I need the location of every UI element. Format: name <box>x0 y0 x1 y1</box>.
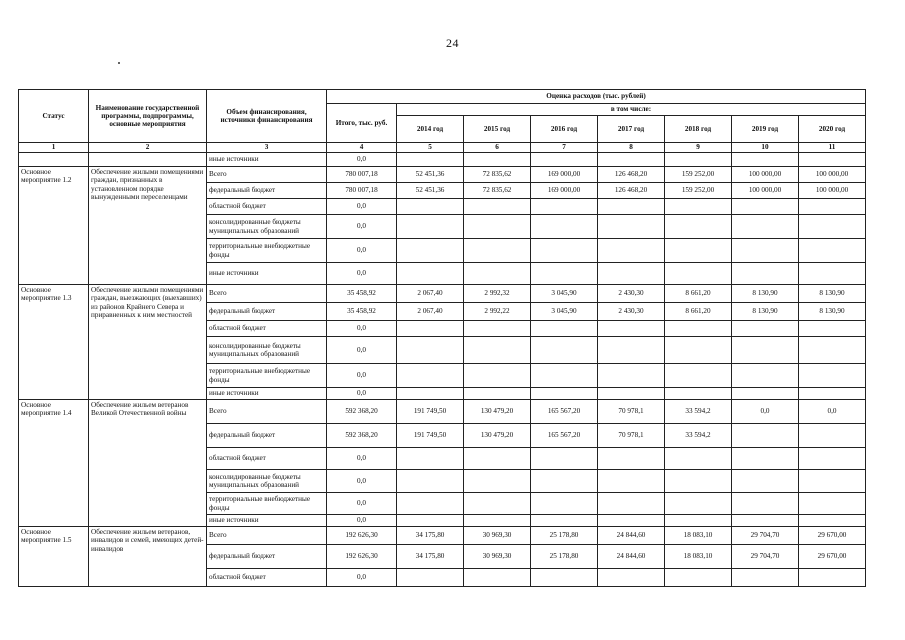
total-cell: 0,0 <box>327 388 397 400</box>
year-value-cell <box>665 569 732 587</box>
year-value-cell <box>732 470 799 493</box>
name-cell <box>89 153 207 167</box>
year-value-cell <box>598 215 665 239</box>
year-value-cell <box>397 215 464 239</box>
year-value-cell <box>799 364 866 388</box>
year-value-cell <box>397 199 464 215</box>
header-including: в том числе: <box>397 104 866 116</box>
column-index: 2 <box>89 143 207 153</box>
year-value-cell <box>397 263 464 285</box>
year-value-cell: 191 749,50 <box>397 424 464 448</box>
total-cell: 35 458,92 <box>327 285 397 303</box>
year-value-cell <box>464 515 531 527</box>
year-value-cell: 0,0 <box>732 400 799 424</box>
total-cell: 780 007,18 <box>327 167 397 183</box>
year-value-cell: 8 661,20 <box>665 285 732 303</box>
source-cell: федеральный бюджет <box>207 303 327 321</box>
year-value-cell <box>531 493 598 515</box>
year-value-cell <box>397 470 464 493</box>
year-value-cell <box>464 321 531 337</box>
year-value-cell: 72 835,62 <box>464 183 531 199</box>
year-value-cell <box>598 388 665 400</box>
year-value-cell: 165 567,20 <box>531 424 598 448</box>
source-cell: иные источники <box>207 515 327 527</box>
year-value-cell <box>732 321 799 337</box>
year-value-cell: 100 000,00 <box>732 183 799 199</box>
year-value-cell: 52 451,36 <box>397 167 464 183</box>
header-total: Итого, тыс. руб. <box>327 104 397 143</box>
total-cell: 192 626,30 <box>327 545 397 569</box>
year-value-cell: 34 175,80 <box>397 545 464 569</box>
source-cell: иные источники <box>207 388 327 400</box>
header-source: Объем финансирования, источники финансирования <box>207 90 327 143</box>
year-value-cell <box>665 470 732 493</box>
year-value-cell: 165 567,20 <box>531 400 598 424</box>
year-value-cell <box>464 388 531 400</box>
year-value-cell: 169 000,00 <box>531 167 598 183</box>
source-cell: иные источники <box>207 153 327 167</box>
header-year: 2015 год <box>464 116 531 143</box>
year-value-cell <box>598 199 665 215</box>
year-value-cell <box>531 263 598 285</box>
year-value-cell <box>665 388 732 400</box>
name-cell: Обеспечение жильем ветеранов Великой Отечественной войны <box>89 400 207 527</box>
year-value-cell <box>397 239 464 263</box>
table-row <box>19 167 866 183</box>
source-cell: иные источники <box>207 263 327 285</box>
total-cell: 780 007,18 <box>327 183 397 199</box>
year-value-cell <box>397 493 464 515</box>
column-index: 4 <box>327 143 397 153</box>
column-index: 9 <box>665 143 732 153</box>
source-cell: областной бюджет <box>207 321 327 337</box>
year-value-cell <box>665 199 732 215</box>
total-cell: 0,0 <box>327 199 397 215</box>
year-value-cell <box>464 448 531 470</box>
year-value-cell <box>531 388 598 400</box>
year-value-cell <box>665 321 732 337</box>
year-value-cell <box>665 493 732 515</box>
year-value-cell: 159 252,00 <box>665 167 732 183</box>
year-value-cell <box>397 569 464 587</box>
year-value-cell <box>732 515 799 527</box>
year-value-cell <box>397 337 464 364</box>
year-value-cell <box>732 364 799 388</box>
total-cell: 0,0 <box>327 470 397 493</box>
year-value-cell <box>598 493 665 515</box>
year-value-cell <box>464 364 531 388</box>
year-value-cell <box>464 493 531 515</box>
source-cell: территориальные внебюджетные фонды <box>207 364 327 388</box>
year-value-cell <box>665 337 732 364</box>
year-value-cell <box>732 493 799 515</box>
header-year: 2020 год <box>799 116 866 143</box>
year-value-cell: 29 704,70 <box>732 545 799 569</box>
year-value-cell: 24 844,60 <box>598 545 665 569</box>
year-value-cell: 130 479,20 <box>464 424 531 448</box>
source-cell: Всего <box>207 285 327 303</box>
year-value-cell <box>665 364 732 388</box>
total-cell: 592 368,20 <box>327 400 397 424</box>
year-value-cell: 8 130,90 <box>799 285 866 303</box>
status-cell <box>19 153 89 167</box>
header-status: Статус <box>19 90 89 143</box>
year-value-cell <box>464 569 531 587</box>
year-value-cell: 25 178,80 <box>531 527 598 545</box>
scan-speck <box>118 62 120 64</box>
year-value-cell <box>531 448 598 470</box>
year-value-cell <box>799 424 866 448</box>
year-value-cell <box>665 263 732 285</box>
year-value-cell <box>531 364 598 388</box>
year-value-cell: 8 661,20 <box>665 303 732 321</box>
header-year: 2019 год <box>732 116 799 143</box>
year-value-cell: 34 175,80 <box>397 527 464 545</box>
header-year: 2018 год <box>665 116 732 143</box>
total-cell: 0,0 <box>327 337 397 364</box>
year-value-cell <box>665 515 732 527</box>
year-value-cell: 126 468,20 <box>598 183 665 199</box>
year-value-cell: 72 835,62 <box>464 167 531 183</box>
year-value-cell: 2 430,30 <box>598 285 665 303</box>
year-value-cell <box>732 215 799 239</box>
total-cell: 0,0 <box>327 215 397 239</box>
column-index: 3 <box>207 143 327 153</box>
year-value-cell <box>397 515 464 527</box>
header-year: 2017 год <box>598 116 665 143</box>
year-value-cell: 191 749,50 <box>397 400 464 424</box>
year-value-cell <box>799 515 866 527</box>
year-value-cell <box>598 364 665 388</box>
year-value-cell: 70 978,1 <box>598 400 665 424</box>
year-value-cell: 24 844,60 <box>598 527 665 545</box>
name-cell: Обеспечение жилыми помещениями граждан, признанных в установленном порядке вынужденными переселенцами <box>89 167 207 285</box>
year-value-cell: 2 992,32 <box>464 285 531 303</box>
name-cell: Обеспечение жильем ветеранов, инвалидов и семей, имеющих детей-инвалидов <box>89 527 207 587</box>
source-cell: Всего <box>207 167 327 183</box>
year-value-cell <box>464 470 531 493</box>
year-value-cell: 100 000,00 <box>799 183 866 199</box>
source-cell: консолидированные бюджеты муниципальных образований <box>207 215 327 239</box>
year-value-cell <box>799 199 866 215</box>
year-value-cell <box>464 263 531 285</box>
source-cell: консолидированные бюджеты муниципальных образований <box>207 470 327 493</box>
year-value-cell: 29 670,00 <box>799 545 866 569</box>
year-value-cell <box>799 153 866 167</box>
total-cell: 0,0 <box>327 364 397 388</box>
source-cell: консолидированные бюджеты муниципальных образований <box>207 337 327 364</box>
year-value-cell <box>732 263 799 285</box>
year-value-cell <box>598 153 665 167</box>
year-value-cell <box>598 263 665 285</box>
year-value-cell: 2 992,22 <box>464 303 531 321</box>
year-value-cell <box>665 448 732 470</box>
status-cell: Основное мероприятие 1.5 <box>19 527 89 587</box>
year-value-cell: 30 969,30 <box>464 527 531 545</box>
year-value-cell <box>598 337 665 364</box>
year-value-cell <box>598 448 665 470</box>
column-index: 7 <box>531 143 598 153</box>
header-estimate: Оценка расходов (тыс. рублей) <box>327 90 866 104</box>
source-cell: территориальные внебюджетные фонды <box>207 239 327 263</box>
year-value-cell <box>598 569 665 587</box>
year-value-cell: 25 178,80 <box>531 545 598 569</box>
year-value-cell <box>598 515 665 527</box>
year-value-cell <box>464 215 531 239</box>
year-value-cell <box>397 388 464 400</box>
source-cell: Всего <box>207 400 327 424</box>
year-value-cell <box>598 239 665 263</box>
expenditure-table <box>18 89 866 587</box>
year-value-cell <box>799 239 866 263</box>
source-cell: областной бюджет <box>207 448 327 470</box>
year-value-cell <box>464 153 531 167</box>
source-cell: федеральный бюджет <box>207 545 327 569</box>
year-value-cell: 159 252,00 <box>665 183 732 199</box>
total-cell: 0,0 <box>327 515 397 527</box>
year-value-cell <box>397 153 464 167</box>
total-cell: 192 626,30 <box>327 527 397 545</box>
year-value-cell: 2 067,40 <box>397 285 464 303</box>
year-value-cell <box>732 153 799 167</box>
total-cell: 0,0 <box>327 239 397 263</box>
year-value-cell: 3 045,90 <box>531 303 598 321</box>
year-value-cell: 29 670,00 <box>799 527 866 545</box>
table-row <box>19 285 866 303</box>
column-index: 6 <box>464 143 531 153</box>
page-number: 24 <box>446 36 459 50</box>
header-year: 2016 год <box>531 116 598 143</box>
year-value-cell <box>531 199 598 215</box>
year-value-cell <box>732 448 799 470</box>
status-cell: Основное мероприятие 1.2 <box>19 167 89 285</box>
table-row <box>19 400 866 424</box>
source-cell: областной бюджет <box>207 569 327 587</box>
year-value-cell <box>665 215 732 239</box>
source-cell: федеральный бюджет <box>207 424 327 448</box>
column-index: 5 <box>397 143 464 153</box>
column-index-row <box>19 143 866 153</box>
year-value-cell: 18 083,10 <box>665 527 732 545</box>
column-index: 8 <box>598 143 665 153</box>
year-value-cell <box>799 215 866 239</box>
year-value-cell <box>531 239 598 263</box>
year-value-cell <box>598 470 665 493</box>
total-cell: 0,0 <box>327 153 397 167</box>
year-value-cell <box>665 153 732 167</box>
year-value-cell <box>464 239 531 263</box>
total-cell: 0,0 <box>327 448 397 470</box>
year-value-cell <box>397 448 464 470</box>
year-value-cell <box>732 199 799 215</box>
year-value-cell <box>531 569 598 587</box>
year-value-cell: 126 468,20 <box>598 167 665 183</box>
year-value-cell: 2 430,30 <box>598 303 665 321</box>
year-value-cell: 169 000,00 <box>531 183 598 199</box>
year-value-cell <box>732 337 799 364</box>
total-cell: 0,0 <box>327 569 397 587</box>
source-cell: Всего <box>207 527 327 545</box>
year-value-cell: 3 045,90 <box>531 285 598 303</box>
year-value-cell: 0,0 <box>799 400 866 424</box>
year-value-cell: 33 594,2 <box>665 400 732 424</box>
year-value-cell: 18 083,10 <box>665 545 732 569</box>
year-value-cell: 100 000,00 <box>732 167 799 183</box>
year-value-cell <box>665 239 732 263</box>
year-value-cell <box>799 388 866 400</box>
year-value-cell <box>397 321 464 337</box>
year-value-cell <box>531 470 598 493</box>
column-index: 11 <box>799 143 866 153</box>
year-value-cell: 33 594,2 <box>665 424 732 448</box>
year-value-cell <box>531 515 598 527</box>
year-value-cell: 130 479,20 <box>464 400 531 424</box>
year-value-cell <box>799 263 866 285</box>
year-value-cell: 2 067,40 <box>397 303 464 321</box>
year-value-cell <box>464 199 531 215</box>
year-value-cell <box>732 569 799 587</box>
year-value-cell <box>531 153 598 167</box>
source-cell: областной бюджет <box>207 199 327 215</box>
header-name: Наименование государственной программы, подпрограммы, основные мероприятия <box>89 90 207 143</box>
status-cell: Основное мероприятие 1.3 <box>19 285 89 400</box>
year-value-cell <box>799 493 866 515</box>
status-cell: Основное мероприятие 1.4 <box>19 400 89 527</box>
year-value-cell <box>799 337 866 364</box>
year-value-cell: 8 130,90 <box>732 285 799 303</box>
total-cell: 0,0 <box>327 493 397 515</box>
year-value-cell: 29 704,70 <box>732 527 799 545</box>
year-value-cell <box>531 321 598 337</box>
column-index: 1 <box>19 143 89 153</box>
year-value-cell <box>799 569 866 587</box>
total-cell: 0,0 <box>327 263 397 285</box>
total-cell: 0,0 <box>327 321 397 337</box>
year-value-cell <box>799 321 866 337</box>
source-cell: территориальные внебюджетные фонды <box>207 493 327 515</box>
year-value-cell <box>732 239 799 263</box>
total-cell: 35 458,92 <box>327 303 397 321</box>
year-value-cell <box>598 321 665 337</box>
year-value-cell <box>799 470 866 493</box>
header-year: 2014 год <box>397 116 464 143</box>
source-cell: федеральный бюджет <box>207 183 327 199</box>
year-value-cell: 30 969,30 <box>464 545 531 569</box>
year-value-cell <box>531 337 598 364</box>
year-value-cell <box>732 388 799 400</box>
year-value-cell <box>464 337 531 364</box>
name-cell: Обеспечение жилыми помещениями граждан, выезжающих (выехавших) из районов Крайнего Севера и приравненных к ним местностей <box>89 285 207 400</box>
year-value-cell <box>397 364 464 388</box>
year-value-cell: 52 451,36 <box>397 183 464 199</box>
year-value-cell: 70 978,1 <box>598 424 665 448</box>
table-row <box>19 527 866 545</box>
year-value-cell <box>531 215 598 239</box>
total-cell: 592 368,20 <box>327 424 397 448</box>
year-value-cell: 8 130,90 <box>799 303 866 321</box>
table-row <box>19 153 866 167</box>
year-value-cell: 8 130,90 <box>732 303 799 321</box>
year-value-cell <box>799 448 866 470</box>
year-value-cell: 100 000,00 <box>799 167 866 183</box>
column-index: 10 <box>732 143 799 153</box>
year-value-cell <box>732 424 799 448</box>
